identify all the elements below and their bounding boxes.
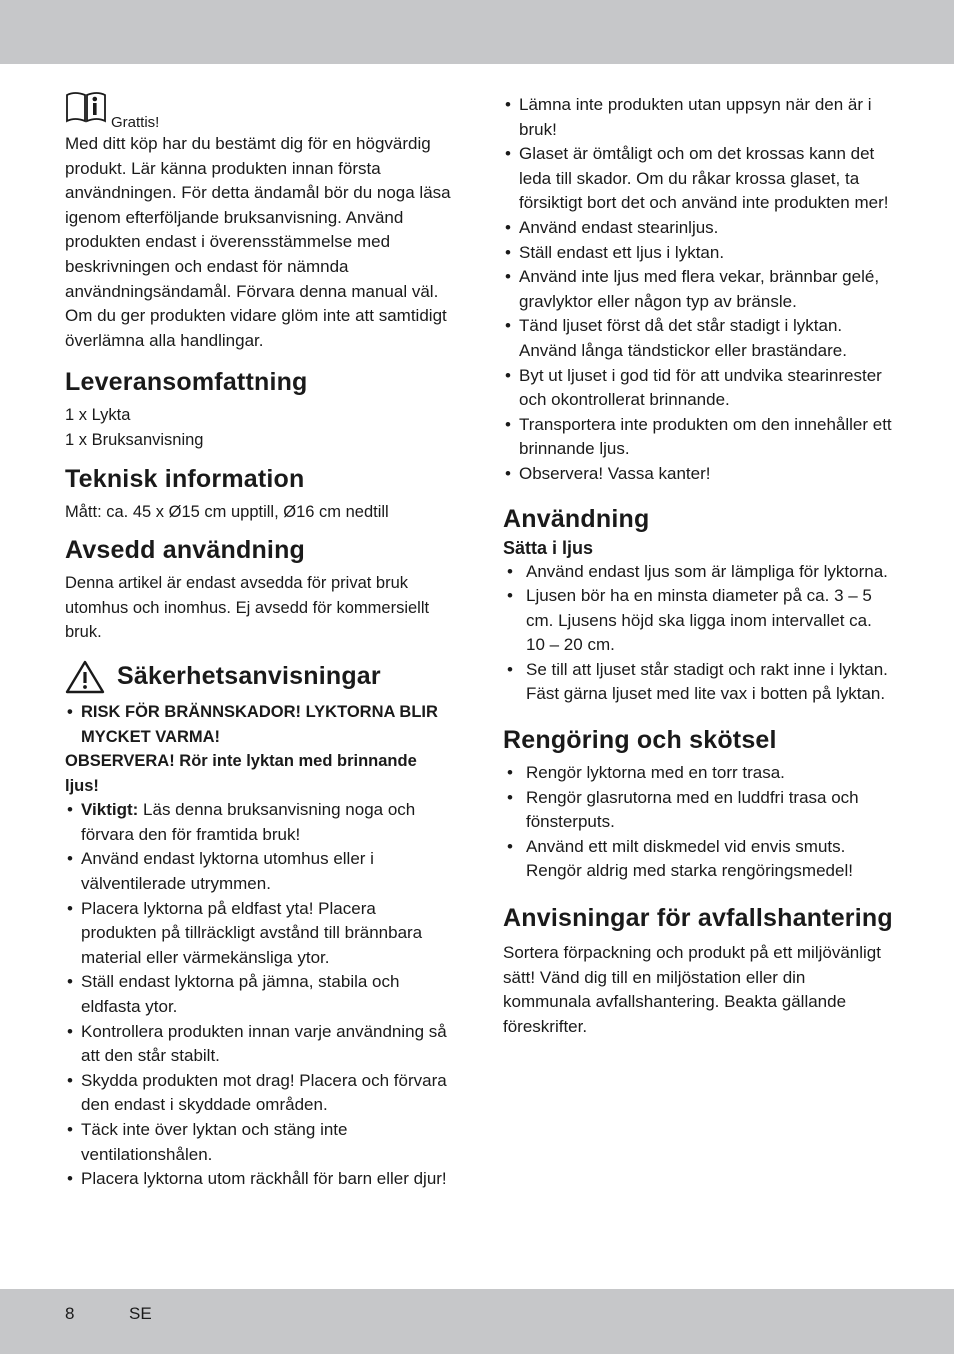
- disposal-text: Sortera förpackning och produkt på ett miljövänligt sätt! Vänd dig till en miljöstation eller din kommunala avfallshantering. Beakta gällande föreskrifter.: [503, 943, 881, 1036]
- list-item: • Använd endast lyktorna utomhus eller i välventilerade utrymmen.: [65, 847, 455, 896]
- list-item: • Rengör glasrutorna med en luddfri trasa och fönsterputs.: [503, 786, 895, 835]
- delivery-item: 1 x Lykta: [65, 406, 131, 425]
- list-item: • Glaset är ömtåligt och om det krossas kann det leda till skador. Om du råkar krossa glaset, ta försiktigt bort det och använd inte produkten mer!: [503, 142, 895, 216]
- heading-teknisk-information: Teknisk information: [65, 464, 305, 493]
- important-label: Viktigt:: [81, 800, 139, 820]
- list-item: • Transportera inte produkten om den innehåller ett brinnande ljus.: [503, 413, 895, 462]
- delivery-item: 1 x Bruksanvisning: [65, 430, 204, 449]
- warning-bullet: • RISK FÖR BRÄNNSKADOR! LYKTORNA BLIR MYCKET VARMA!: [65, 700, 455, 749]
- list-item: • Lämna inte produkten utan uppsyn när den är i bruk!: [503, 93, 895, 142]
- list-item: • Använd endast ljus som är lämpliga för lyktorna.: [503, 560, 895, 585]
- list-item: • Skydda produkten mot drag! Placera och förvara den endast i skyddade områden.: [65, 1069, 455, 1118]
- safety-list-continued: [503, 93, 895, 487]
- warning-block: [65, 700, 455, 798]
- list-item: [65, 798, 455, 847]
- intended-use-text: Denna artikel är endast avsedda för privat bruk utomhus och inomhus. Ej avsedd för kommersiellt bruk.: [65, 574, 430, 642]
- list-item: • Använd inte ljus med flera vekar, brännbar gelé, gravlyktor eller någon typ av bränsle.: [503, 265, 895, 314]
- heading-rengoring: Rengöring och skötsel: [503, 726, 777, 755]
- list-item: • Rengör lyktorna med en torr trasa.: [503, 761, 895, 786]
- intro-label: Grattis!: [111, 114, 160, 131]
- language-code: SE: [129, 1304, 152, 1323]
- list-item: • Använd endast stearinljus.: [503, 216, 895, 241]
- right-column: [503, 93, 895, 1039]
- heading-avsedd-anvandning: Avsedd användning: [65, 536, 306, 565]
- list-item: • Kontrollera produkten innan varje användning så att den står stabilt.: [65, 1020, 455, 1069]
- safety-title: Säkerhetsanvisningar: [117, 662, 381, 691]
- list-item: • Använd ett milt diskmedel vid envis smuts. Rengör aldrig med starka rengöringsmedel!: [503, 835, 895, 884]
- page-number: 8: [65, 1304, 75, 1323]
- subheading-satta-i-ljus: Sätta i ljus: [503, 537, 594, 558]
- list-item: • Täck inte över lyktan och stäng inte ventilationshålen.: [65, 1118, 455, 1167]
- intro-text: Med ditt köp har du bestämt dig för en högvärdig produkt. Lär känna produkten innan första användningen. För detta ändamål bör du noga läsa igenom efterföljande bruksanvisning. Använd produkten endast i överensstämmelse med beskrivningen och endast för nämnda användningsändamål. Förvara denna manual väl. Om du ger produkten vidare glöm inte att samtidigt överlämna alla handlingar.: [65, 134, 451, 350]
- list-item: • Se till att ljuset står stadigt och rakt inne i lyktan. Fäst gärna ljuset med lite vax i botten på lyktan.: [503, 658, 895, 707]
- list-item: • Ljusen bör ha en minsta diameter på ca. 3 – 5 cm. Ljusens höjd ska ligga inom intervallet ca. 10 – 20 cm.: [503, 584, 895, 658]
- usage-list: [503, 560, 895, 708]
- header-bar: [0, 0, 954, 64]
- list-item: • Byt ut ljuset i god tid för att undvika stearinrester och okontrollerat brinnande.: [503, 364, 895, 413]
- heading-sakerhetsanvisningar: [65, 659, 455, 694]
- list-item: • Ställ endast lyktorna på jämna, stabila och eldfasta ytor.: [65, 970, 455, 1019]
- list-item: • Tänd ljuset först då det står stadigt i lyktan. Använd långa tändstickor eller braständare.: [503, 314, 895, 363]
- list-item: • Ställ endast ett ljus i lyktan.: [503, 241, 895, 266]
- heading-anvandning: Användning: [503, 504, 650, 533]
- list-item: • Placera lyktorna utom räckhåll för barn eller djur!: [65, 1167, 455, 1192]
- list-item: • Placera lyktorna på eldfast yta! Placera produkten på tillräckligt avstånd till brännbara material eller värmekänsliga ytor.: [65, 897, 455, 971]
- warning-text: OBSERVERA! Rör inte lyktan med brinnande ljus!: [65, 752, 417, 795]
- safety-list: [65, 798, 455, 1192]
- warning-triangle-icon: [65, 659, 105, 694]
- cleaning-list: [503, 761, 895, 884]
- heading-leveransomfattning: Leveransomfattning: [65, 368, 308, 397]
- list-item: • Observera! Vassa kanter!: [503, 462, 895, 487]
- info-book-icon: [65, 90, 107, 132]
- left-column: [65, 90, 455, 1192]
- technical-text: Mått: ca. 45 x Ø15 cm upptill, Ø16 cm nedtill: [65, 502, 389, 521]
- important-text: Läs denna bruksanvisning noga och förvara den för framtida bruk!: [81, 800, 416, 844]
- heading-avfallshantering: Anvisningar för avfallshantering: [503, 904, 893, 933]
- intro-header: [65, 90, 455, 132]
